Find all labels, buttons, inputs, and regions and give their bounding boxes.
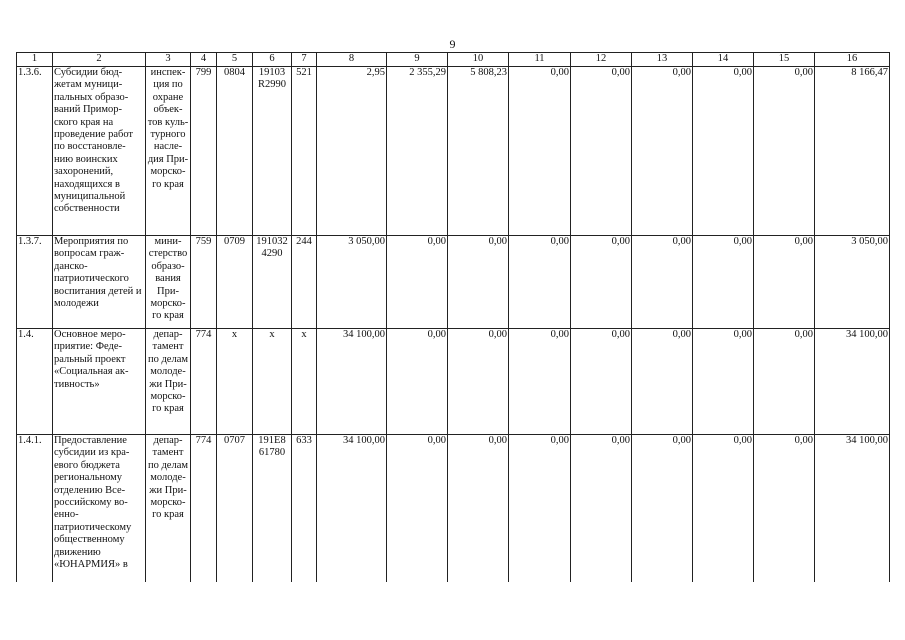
row-value: 0,00	[509, 236, 571, 329]
row-rzpr: x	[217, 329, 253, 435]
row-csr: 19103 R2990	[253, 67, 292, 236]
column-header: 12	[571, 53, 632, 67]
row-csr: 191032 4290	[253, 236, 292, 329]
row-value: 0,00	[509, 67, 571, 236]
row-value: 0,00	[387, 329, 448, 435]
column-header: 13	[632, 53, 693, 67]
row-vr: 244	[292, 236, 317, 329]
row-total: 8 166,47	[815, 67, 890, 236]
row-value: 0,00	[571, 236, 632, 329]
row-value: 0,00	[509, 329, 571, 435]
column-header: 4	[191, 53, 217, 67]
row-name: Предоставление субсидии из кра-евого бюджета региональному отделению Все-российскому во-енно-патриотическому общественному движению «ЮНАРМИЯ» в	[53, 435, 146, 583]
column-header: 8	[317, 53, 387, 67]
row-grbs: 774	[191, 329, 217, 435]
row-value: 3 050,00	[317, 236, 387, 329]
column-header: 10	[448, 53, 509, 67]
row-rzpr: 0707	[217, 435, 253, 583]
row-value: 0,00	[571, 67, 632, 236]
row-value: 0,00	[448, 236, 509, 329]
row-code: 1.3.6.	[17, 67, 53, 236]
row-value: 0,00	[754, 236, 815, 329]
row-csr: x	[253, 329, 292, 435]
row-total: 3 050,00	[815, 236, 890, 329]
row-value: 34 100,00	[317, 435, 387, 583]
row-total: 34 100,00	[815, 435, 890, 583]
row-value: 0,00	[509, 435, 571, 583]
table-row	[17, 236, 890, 329]
row-value: 0,00	[632, 236, 693, 329]
row-value: 2 355,29	[387, 67, 448, 236]
table-row	[17, 329, 890, 435]
row-total: 34 100,00	[815, 329, 890, 435]
row-value: 0,00	[632, 435, 693, 583]
row-rzpr: 0709	[217, 236, 253, 329]
row-value: 0,00	[693, 236, 754, 329]
budget-table	[16, 52, 890, 582]
row-executor: депар-тамент по делам молоде-жи При-морско-го края	[146, 329, 191, 435]
column-header: 2	[53, 53, 146, 67]
column-header: 16	[815, 53, 890, 67]
page-number: 9	[449, 37, 456, 51]
row-value: 2,95	[317, 67, 387, 236]
row-vr: x	[292, 329, 317, 435]
column-header: 1	[17, 53, 53, 67]
row-executor: депар-тамент по делам молоде-жи При-морско-го края	[146, 435, 191, 583]
column-header: 5	[217, 53, 253, 67]
row-value: 0,00	[387, 435, 448, 583]
column-header: 3	[146, 53, 191, 67]
row-code: 1.4.	[17, 329, 53, 435]
row-value: 0,00	[448, 329, 509, 435]
row-value: 0,00	[448, 435, 509, 583]
row-value: 5 808,23	[448, 67, 509, 236]
row-value: 0,00	[754, 329, 815, 435]
row-executor: инспек-ция по охране объек-тов куль-турного насле-дия При-морско-го края	[146, 67, 191, 236]
column-header: 9	[387, 53, 448, 67]
row-value: 0,00	[632, 329, 693, 435]
column-header: 7	[292, 53, 317, 67]
row-value: 0,00	[754, 67, 815, 236]
column-header: 14	[693, 53, 754, 67]
row-code: 1.3.7.	[17, 236, 53, 329]
row-value: 0,00	[693, 435, 754, 583]
table-row	[17, 67, 890, 236]
row-value: 0,00	[693, 329, 754, 435]
column-header: 15	[754, 53, 815, 67]
row-code: 1.4.1.	[17, 435, 53, 583]
column-number-row	[17, 53, 890, 67]
row-grbs: 759	[191, 236, 217, 329]
row-name: Мероприятия по вопросам граж-данско-патриотического воспитания детей и молодежи	[53, 236, 146, 329]
row-value: 0,00	[571, 435, 632, 583]
row-value: 0,00	[632, 67, 693, 236]
row-vr: 521	[292, 67, 317, 236]
row-value: 0,00	[754, 435, 815, 583]
row-value: 0,00	[387, 236, 448, 329]
row-value: 0,00	[571, 329, 632, 435]
column-header: 6	[253, 53, 292, 67]
row-vr: 633	[292, 435, 317, 583]
table-row	[17, 435, 890, 583]
row-grbs: 799	[191, 67, 217, 236]
row-grbs: 774	[191, 435, 217, 583]
row-executor: мини-стерство образо-вания При-морско-го края	[146, 236, 191, 329]
row-name: Основное меро-приятие: Феде-ральный проект «Социальная ак-тивность»	[53, 329, 146, 435]
row-rzpr: 0804	[217, 67, 253, 236]
row-value: 0,00	[693, 67, 754, 236]
column-header: 11	[509, 53, 571, 67]
row-csr: 191E8 61780	[253, 435, 292, 583]
row-value: 34 100,00	[317, 329, 387, 435]
row-name: Субсидии бюд-жетам муници-пальных образо-ваний Примор-ского края на проведение работ по восстановле-нию воинских захоронений, находящихся в муниципальной собственности	[53, 67, 146, 236]
